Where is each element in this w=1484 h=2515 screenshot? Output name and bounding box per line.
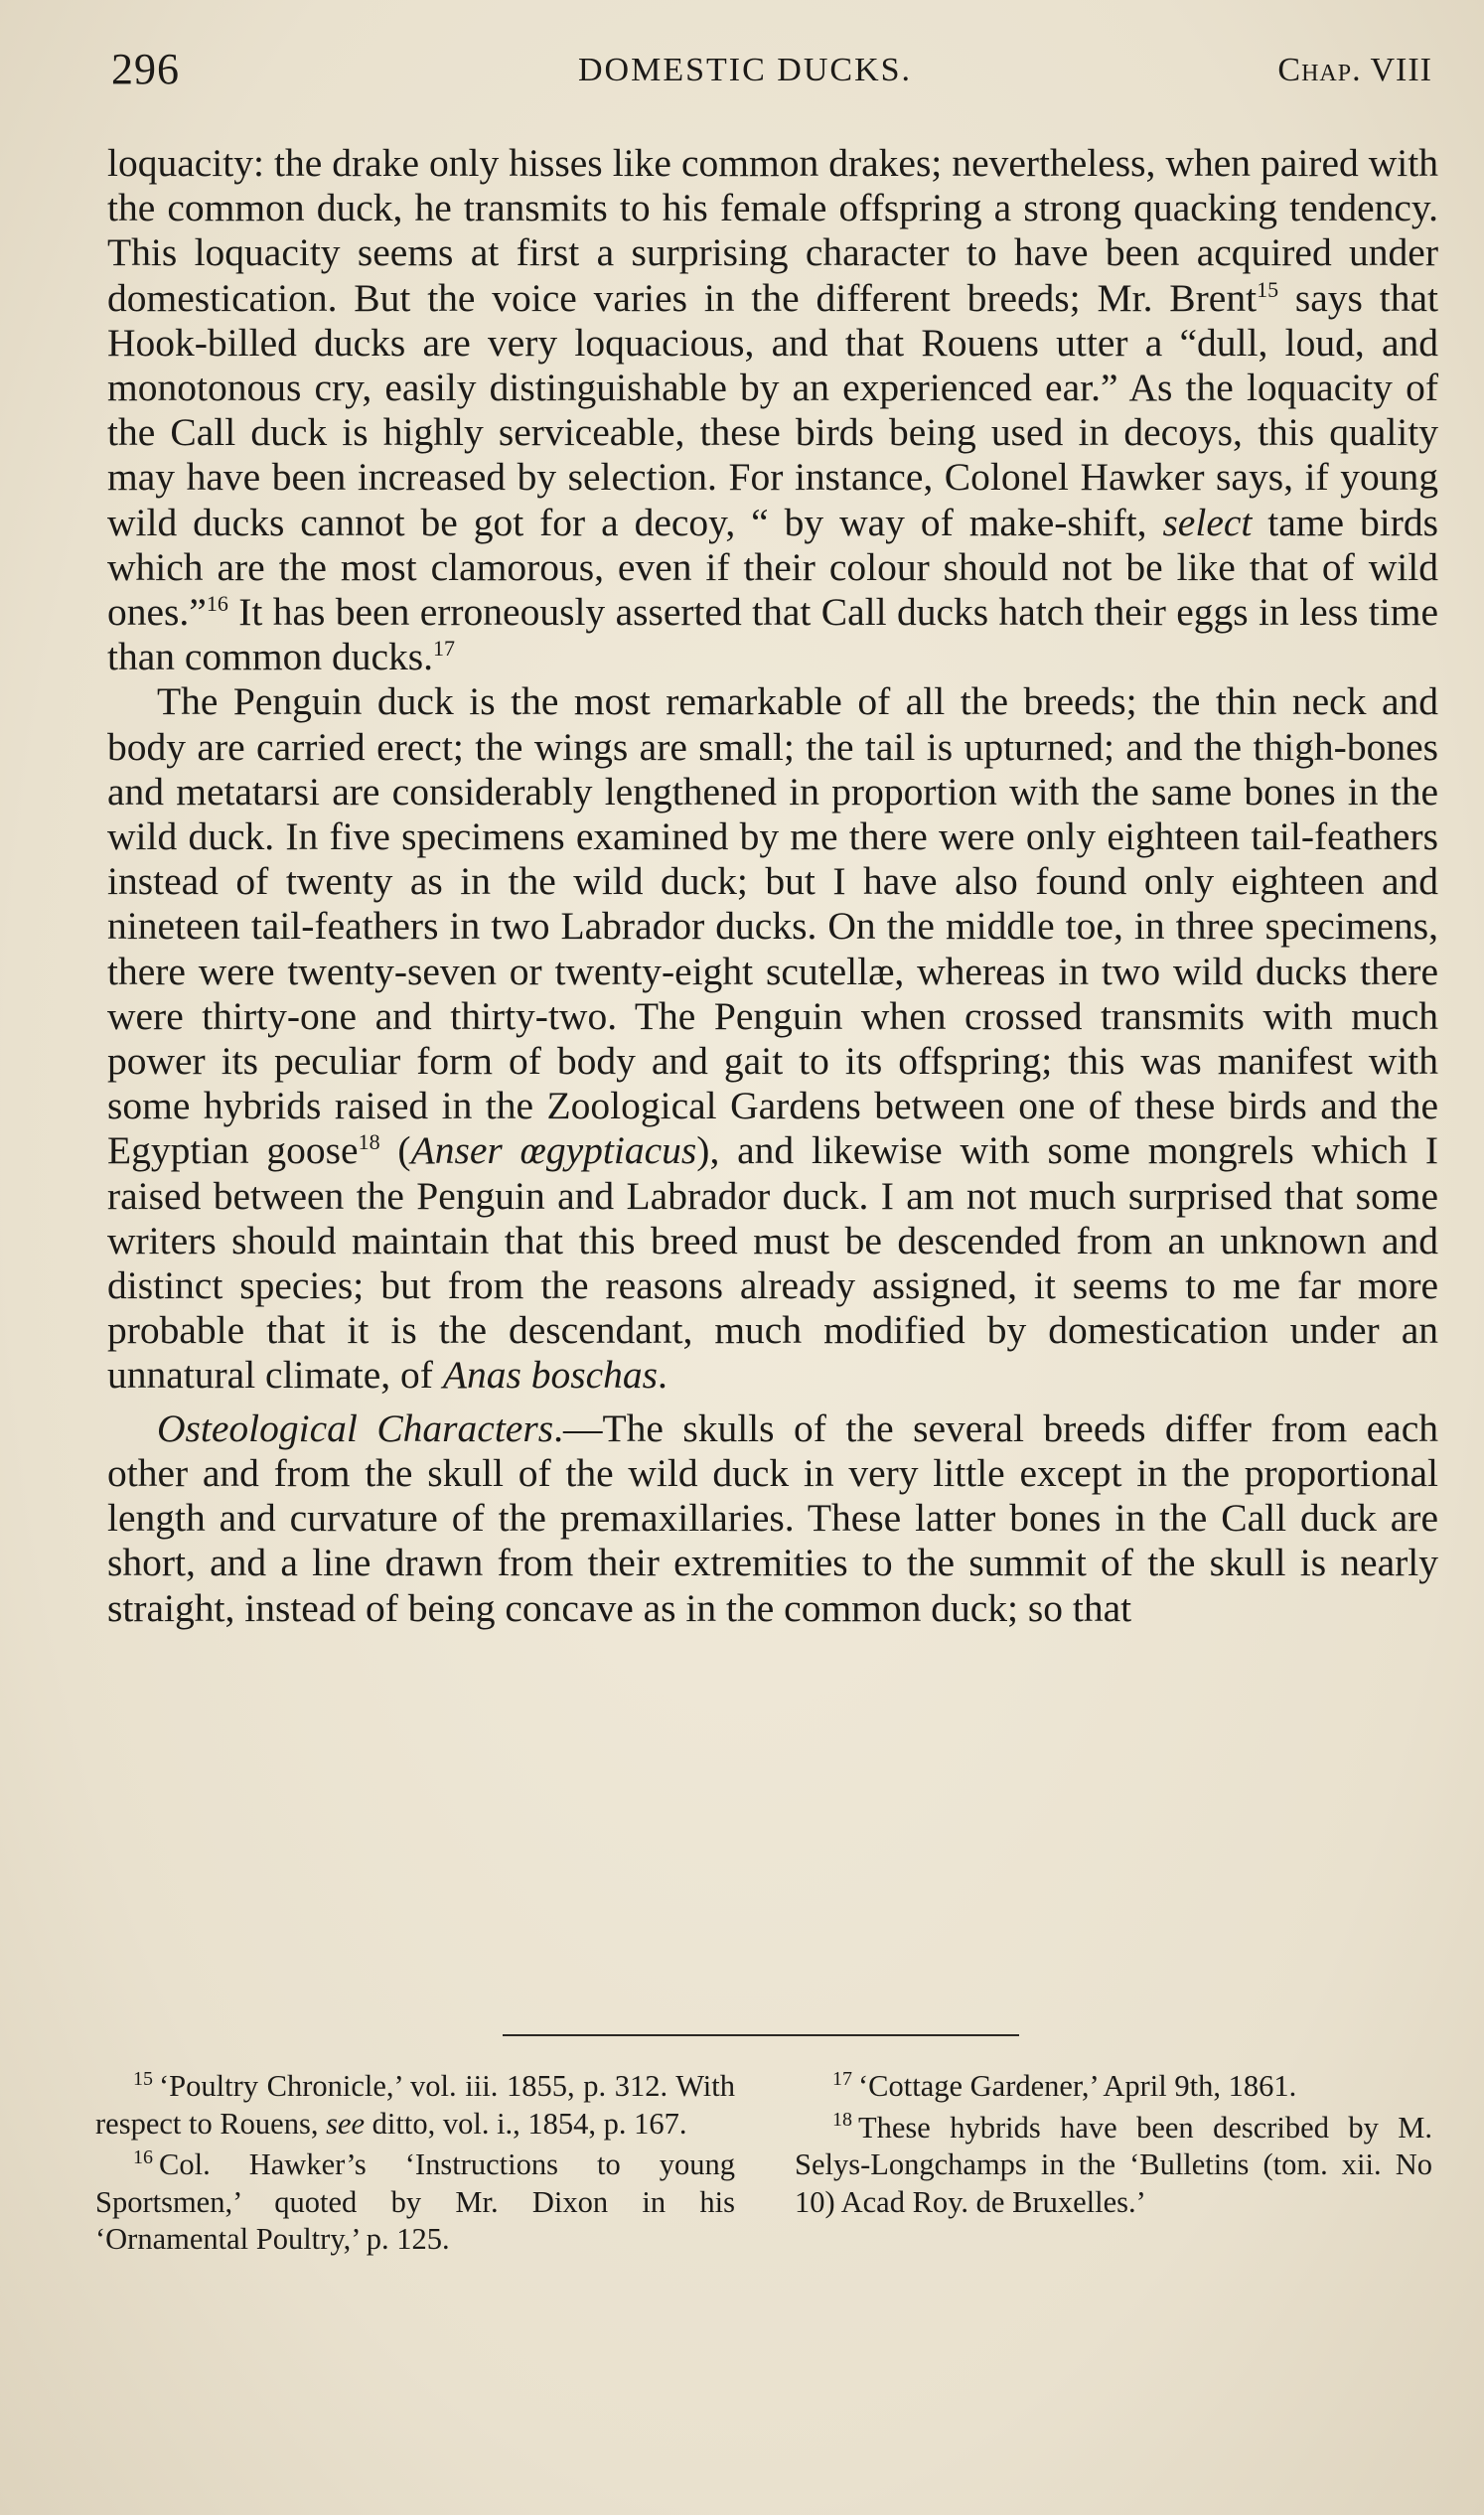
- text-run: ‘Cottage Gardener,’ April 9th, 1861.: [858, 2069, 1297, 2103]
- footnote-ref-17: 17: [433, 636, 456, 662]
- footnote-16: [95, 2146, 735, 2259]
- running-title: DOMESTIC DUCKS.: [578, 52, 913, 88]
- footnotes-right-column: [795, 2068, 1432, 2225]
- text-run: loquacity: the drake only hisses like common drakes; nevertheless, when paired with the common duck, he transmits to his female offspring a strong quacking tendency. This loquacity seems at first a surprising character to have been acquired under domestication. But the voice varies in the different breeds; Mr. Brent: [107, 141, 1438, 320]
- paragraph-loquacity: [107, 141, 1438, 679]
- text-run: ‘Poultry Chronicle,’ vol. iii. 1855, p. 312. With respect to Rouens,: [95, 2069, 735, 2141]
- footnote-number: 18: [832, 2109, 852, 2132]
- footnote-18: [795, 2110, 1432, 2222]
- text-run: The Penguin duck is the most remarkable of all the breeds; the thin neck and body are carried erect; the wings are small; the tail is upturned; and the thigh-bones and metatarsi are considerably lengthened in proportion with the same bones in the wild duck. In five specimens examined by me there were only eighteen tail-feathers instead of twenty as in the wild duck; but I have also found only eighteen and nineteen tail-feathers in two Labrador ducks. On the middle toe, in three specimens, there were twenty-seven or twenty-eight scutellæ, whereas in two wild ducks there were thirty-one and thirty-two. The Penguin when crossed transmits with much power its peculiar form of body and gait to its offspring; this was manifest with some hybrids raised in the Zoological Gardens between one of these birds and the Egyptian goose: [107, 679, 1438, 1173]
- text-run: ), and likewise with some mongrels which I raised between the Penguin and Labrador duck. I am not much surprised that some writers should maintain that this breed must be descended from an unknown and distinct species; but from the reasons already assigned, it seems to me far more probable that it is the descendant, much modified by domestication under an unnatural climate, of: [107, 1128, 1439, 1398]
- text-run: ditto, vol. i., 1854, p. 167.: [365, 2106, 687, 2141]
- text-run: Col. Hawker’s ‘Instructions to young Sportsmen,’ quoted by Mr. Dixon in his ‘Ornamental Poultry,’ p. 125.: [95, 2147, 735, 2256]
- paragraph-osteological: [107, 1406, 1438, 1631]
- paragraph-penguin-duck: [107, 679, 1438, 1398]
- footnote-15: [95, 2068, 735, 2143]
- text-run: These hybrids have been described by M. Selys-Longchamps in the ‘Bulletins (tom. xii. No 10) Acad Roy. de Bruxelles.’: [795, 2110, 1432, 2219]
- main-text: [107, 141, 1438, 1631]
- italic-run: select: [1162, 500, 1253, 544]
- text-run: .—The skulls of the several breeds differ from each other and from the skull of the wild duck in very little except in the proportional length and curvature of the premaxillaries. These latter bones in the Call duck are short, and a line drawn from their extremities to the summit of the skull is nearly straight, instead of being concave as in the common duck; so that: [107, 1405, 1438, 1630]
- footnote-number: 17: [832, 2067, 852, 2090]
- chapter-label: Chap. VIII: [1277, 52, 1432, 88]
- footnotes-left-column: [95, 2068, 735, 2263]
- page-header: [111, 40, 1432, 109]
- footnote-number: 16: [133, 2145, 153, 2168]
- footnote-17: [795, 2068, 1432, 2106]
- footnote-divider: [503, 2034, 1019, 2036]
- text-run: .: [657, 1353, 668, 1398]
- footnote-number: 15: [133, 2067, 153, 2090]
- text-run: tame birds which are the most clamorous, even if their colour should not be like that of wild ones.”: [107, 500, 1439, 635]
- footnote-ref-16: 16: [206, 590, 228, 616]
- italic-run: Anas boschas: [442, 1353, 658, 1398]
- footnote-ref-15: 15: [1257, 276, 1279, 302]
- italic-run: Anser œgyptiacus: [410, 1128, 697, 1173]
- text-run: It has been erroneously asserted that Call ducks hatch their eggs in less time than common ducks.: [107, 590, 1438, 679]
- text-run: says that Hook-billed ducks are very loquacious, and that Rouens utter a “dull, loud, and monotonous cry, easily distinguishable by an experienced ear.” As the loquacity of the Call duck is highly serviceable, these birds being used in decoys, this quality may have been increased by selection. For instance, Colonel Hawker says, if young wild ducks cannot be got for a decoy, “ by way of make-shift,: [107, 275, 1438, 544]
- italic-run: see: [326, 2106, 366, 2141]
- italic-run: Osteological Characters: [157, 1405, 554, 1450]
- text-run: (: [379, 1128, 411, 1173]
- page-number: 296: [111, 45, 180, 93]
- footnote-ref-18: 18: [358, 1129, 380, 1155]
